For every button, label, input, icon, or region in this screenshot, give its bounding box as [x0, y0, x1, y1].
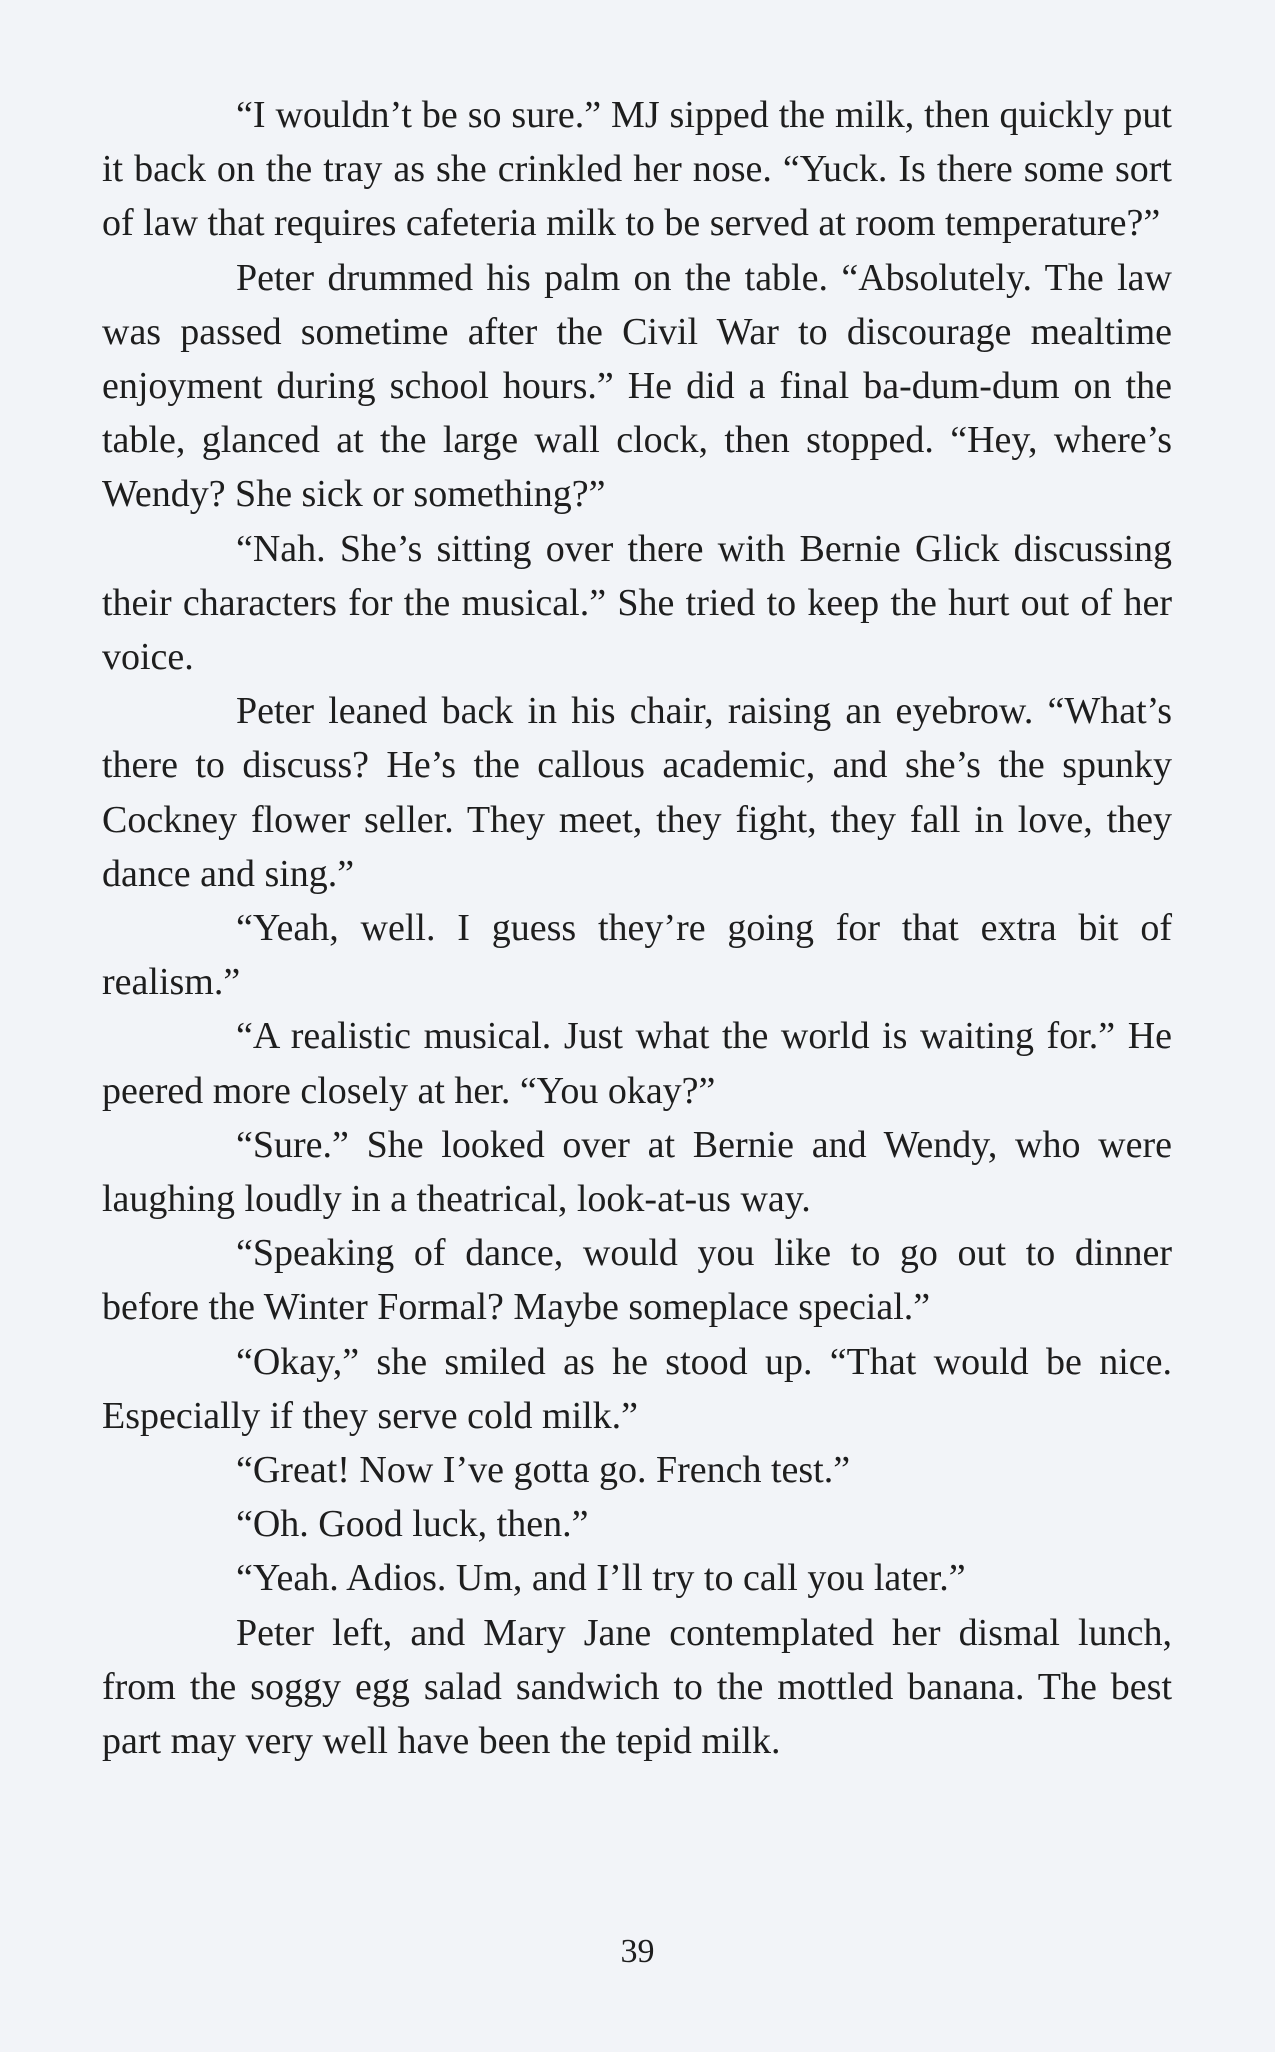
paragraph: Peter left, and Mary Jane contemplated her dismal lunch, from the soggy egg salad sandwich to the mottled banana. The best part may very well have been the tepid milk. [102, 1611, 1172, 1763]
paragraph: “Speaking of dance, would you like to go out to dinner before the Winter Formal? Maybe someplace special.” [102, 1232, 1172, 1329]
page-number: 39 [620, 1933, 655, 1970]
paragraph: “Yeah, well. I guess they’re going for that extra bit of realism.” [102, 907, 1172, 1004]
body-text [102, 88, 1172, 1768]
paragraph: “Okay,” she smiled as he stood up. “That would be nice. Especially if they serve cold milk.” [102, 1340, 1172, 1437]
paragraph: “I wouldn’t be so sure.” MJ sipped the milk, then quickly put it back on the tray as she crinkled her nose. “Yuck. Is there some sort of law that requires cafeteria milk to be served at room temperature?” [102, 94, 1172, 245]
paragraph: “A realistic musical. Just what the world is waiting for.” He peered more closely at her. “You okay?” [102, 1015, 1172, 1112]
paragraph: Peter drummed his palm on the table. “Absolutely. The law was passed sometime after the Civil War to discourage mealtime enjoyment during school hours.” He did a final ba-dum-dum on the table, glanced at the large wall clock, then stopped. “Hey, where’s Wendy? She sick or something?” [102, 256, 1172, 516]
paragraph: “Yeah. Adios. Um, and I’ll try to call you later.” [236, 1557, 966, 1600]
paragraph: “Nah. She’s sitting over there with Bernie Glick discussing their characters for the musical.” She tried to keep the hurt out of her voice. [102, 527, 1172, 679]
paragraph: “Great! Now I’ve gotta go. French test.” [236, 1449, 851, 1492]
paragraph: Peter leaned back in his chair, raising an eyebrow. “What’s there to discuss? He’s the callous academic, and she’s the spunky Cockney flower seller. They meet, they fight, they fall in love, they dance and sing.” [102, 690, 1172, 895]
paragraph: “Oh. Good luck, then.” [236, 1503, 589, 1546]
paragraph: “Sure.” She looked over at Bernie and Wendy, who were laughing loudly in a theatrical, look-at-us way. [102, 1123, 1172, 1221]
